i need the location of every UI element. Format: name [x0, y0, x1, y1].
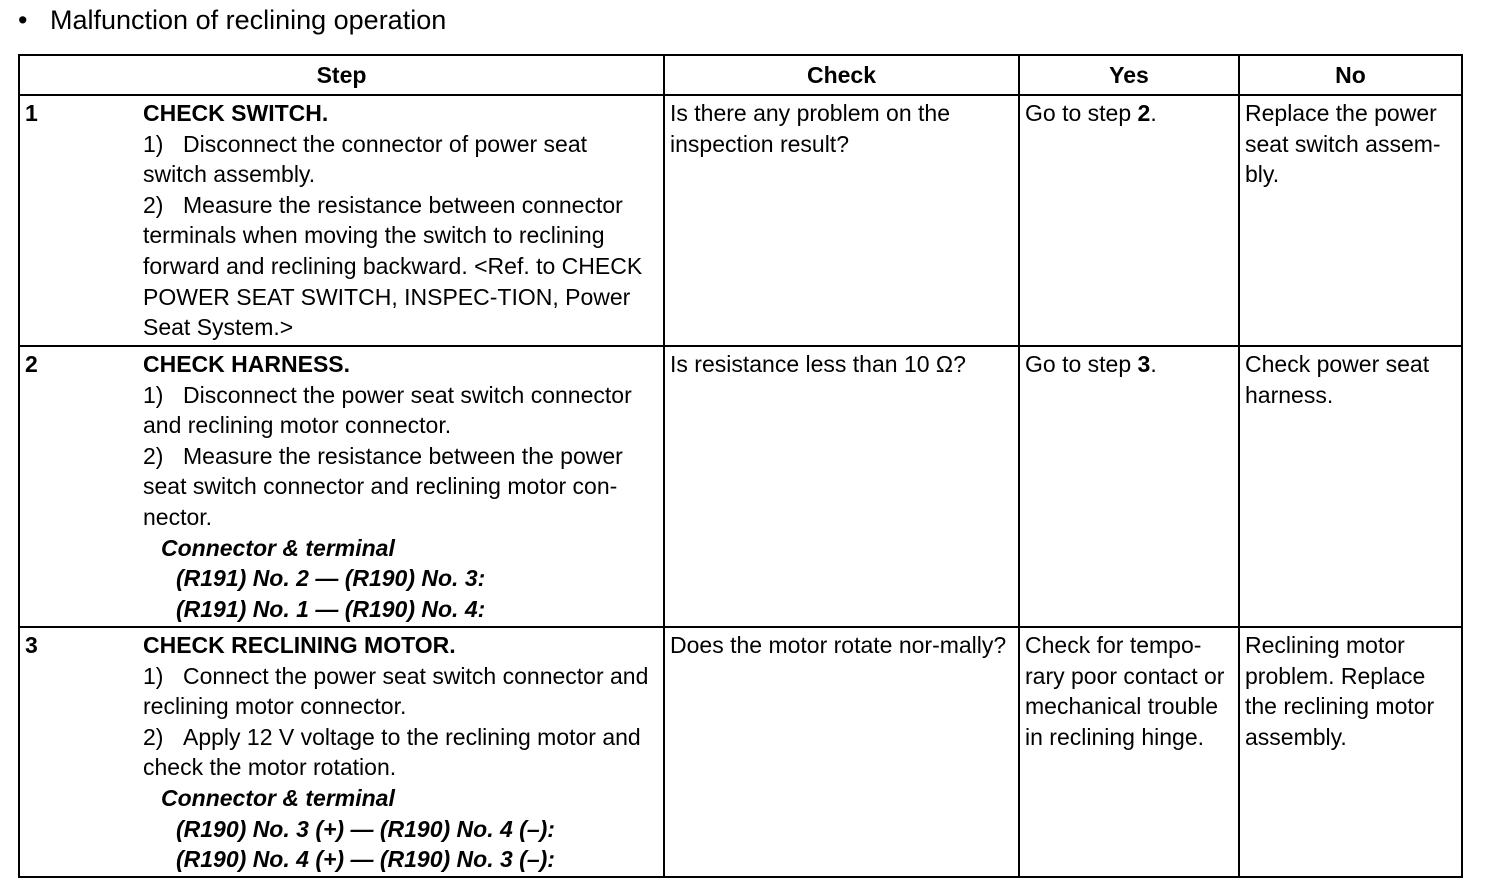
check-text: Is there any problem on the inspection result? — [670, 100, 950, 157]
bullet-icon: • — [18, 5, 28, 35]
instruction-number: 2) — [143, 191, 164, 218]
instruction-number: 1) — [143, 130, 164, 157]
no-text: Replace the power seat switch assem-bly. — [1245, 100, 1441, 188]
yes-cell — [1019, 627, 1239, 877]
step-cell — [19, 346, 664, 627]
instruction-number: 2) — [143, 723, 164, 750]
check-cell — [664, 627, 1019, 877]
instruction-text: Disconnect the connector of power seat switch assembly. — [143, 130, 588, 188]
check-text: Does the motor rotate nor-mally? — [670, 632, 1007, 658]
step-number: 3 — [25, 632, 38, 658]
connector-terminal-line: (R190) No. 3 (+) — (R190) No. 4 (–): — [176, 815, 555, 842]
yes-suffix: . — [1150, 351, 1157, 377]
yes-prefix: Go to step — [1025, 351, 1138, 377]
connector-terminal-line: (R191) No. 2 — (R190) No. 3: — [176, 565, 486, 592]
step-instruction — [143, 722, 657, 783]
table-row — [19, 627, 1462, 877]
step-title: CHECK SWITCH. — [143, 100, 329, 126]
instruction-text: Connect the power seat switch connector and reclining motor connector. — [143, 662, 649, 720]
column-header-yes: Yes — [1019, 55, 1239, 95]
step-instruction — [143, 190, 657, 343]
yes-step-ref: 3 — [1137, 351, 1151, 377]
column-header-step: Step — [19, 55, 664, 95]
step-number: 1 — [25, 100, 38, 126]
step-instruction — [143, 380, 657, 441]
instruction-number: 2) — [143, 442, 164, 469]
step-cell — [19, 627, 664, 877]
yes-text — [1020, 96, 1238, 129]
instruction-text: Apply 12 V voltage to the reclining motor and check the motor rotation. — [143, 723, 641, 781]
step-title: CHECK HARNESS. — [143, 351, 351, 377]
yes-step-ref: 2 — [1137, 100, 1151, 126]
instruction-text: Disconnect the power seat switch connector and reclining motor connector. — [143, 381, 632, 439]
no-cell — [1239, 95, 1462, 346]
instruction-text: Measure the resistance between connector terminals when moving the switch to reclining forward and reclining backward. <Ref. to CHECK POWER SEAT SWITCH, INSPEC-TION, Power Seat System.> — [143, 191, 643, 341]
yes-suffix: . — [1150, 100, 1157, 126]
step-body — [143, 347, 663, 624]
step-instruction — [143, 129, 657, 190]
table-header-row — [19, 55, 1462, 95]
no-cell — [1239, 627, 1462, 877]
column-header-no: No — [1239, 55, 1462, 95]
yes-cell — [1019, 346, 1239, 627]
section-heading — [18, 3, 446, 37]
check-cell — [664, 95, 1019, 346]
yes-prefix: Go to step — [1025, 100, 1138, 126]
step-body — [143, 96, 663, 343]
no-text: Check power seat harness. — [1245, 351, 1430, 408]
check-cell — [664, 346, 1019, 627]
step-title: CHECK RECLINING MOTOR. — [143, 632, 456, 658]
check-text: Is resistance less than 10 Ω? — [670, 351, 966, 377]
section-heading-text: Malfunction of reclining operation — [50, 5, 447, 35]
connector-terminal-line: (R190) No. 4 (+) — (R190) No. 3 (–): — [176, 846, 555, 873]
table-row — [19, 95, 1462, 346]
step-number: 2 — [25, 351, 38, 377]
troubleshooting-table — [18, 54, 1463, 878]
instruction-text: Measure the resistance between the power seat switch connector and reclining motor con-nector. — [143, 442, 623, 530]
instruction-number: 1) — [143, 662, 164, 689]
instruction-number: 1) — [143, 381, 164, 408]
step-body — [143, 628, 663, 875]
yes-text — [1020, 347, 1238, 380]
connector-terminal-label: Connector & terminal — [161, 784, 395, 811]
connector-terminal-line: (R191) No. 1 — (R190) No. 4: — [176, 595, 486, 622]
step-instruction — [143, 441, 657, 533]
yes-cell — [1019, 95, 1239, 346]
yes-text: Check for tempo-rary poor contact or mechanical trouble in reclining hinge. — [1025, 632, 1225, 750]
table-row — [19, 346, 1462, 627]
no-cell — [1239, 346, 1462, 627]
column-header-check: Check — [664, 55, 1019, 95]
no-text: Reclining motor problem. Replace the reclining motor assembly. — [1245, 632, 1435, 750]
step-instruction — [143, 661, 657, 722]
step-cell — [19, 95, 664, 346]
connector-terminal-label: Connector & terminal — [161, 534, 395, 561]
